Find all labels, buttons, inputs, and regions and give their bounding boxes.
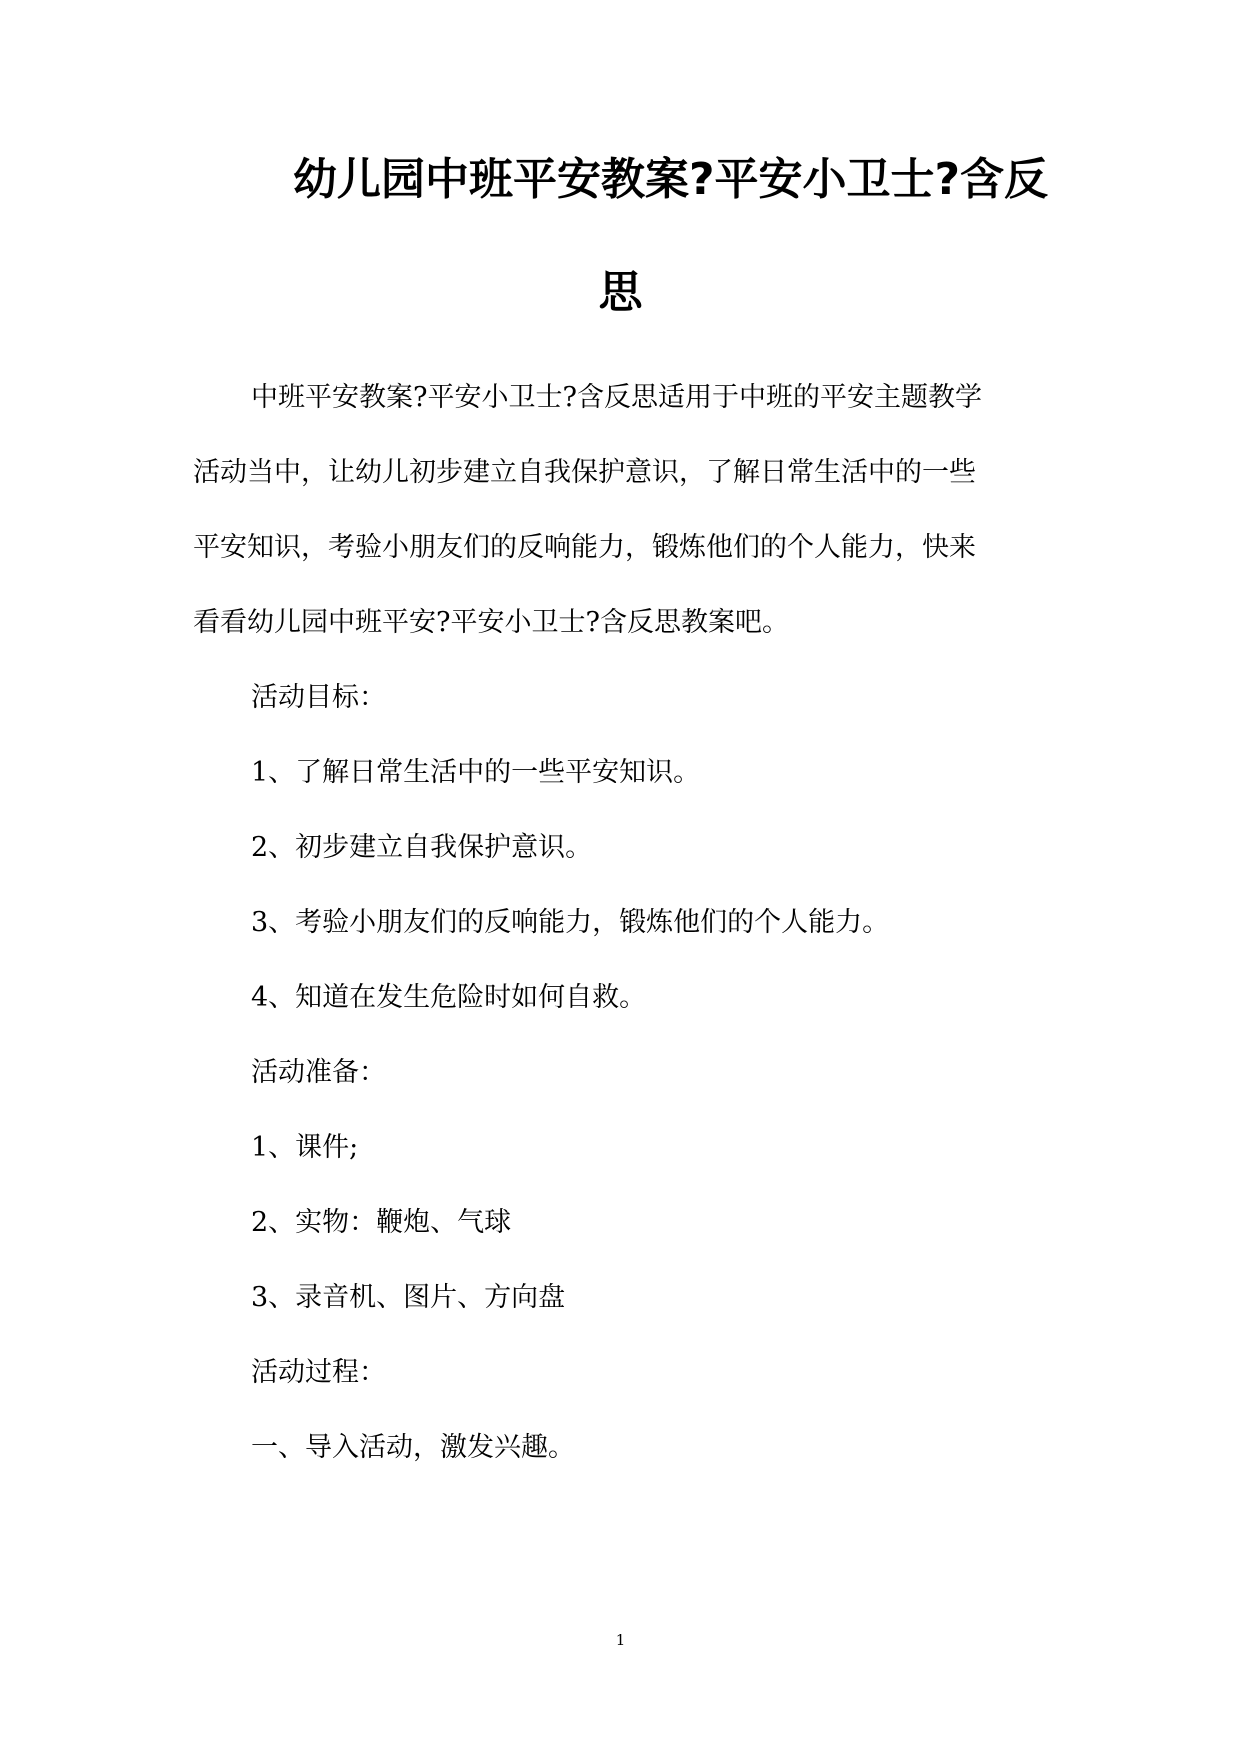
prep-item: 3、录音机、图片、方向盘: [251, 1282, 566, 1313]
process-heading: 活动过程：: [251, 1357, 386, 1388]
intro-paragraph-line: 看看幼儿园中班平安?平安小卫士?含反思教案吧。: [193, 607, 789, 638]
document-title-line-1: 幼儿园中班平安教案?平安小卫士?含反: [292, 154, 1049, 205]
process-item: 一、导入活动，激发兴趣。: [251, 1432, 575, 1463]
goal-item: 3、考验小朋友们的反响能力，锻炼他们的个人能力。: [251, 907, 890, 938]
intro-paragraph-line: 活动当中，让幼儿初步建立自我保护意识，了解日常生活中的一些: [193, 457, 976, 488]
goals-heading: 活动目标：: [251, 682, 386, 713]
goal-item: 2、初步建立自我保护意识。: [251, 832, 593, 863]
prep-item: 1、课件;: [251, 1132, 359, 1163]
goal-item: 4、知道在发生危险时如何自救。: [251, 982, 647, 1013]
document-title-line-2: 思: [598, 267, 643, 318]
prep-heading: 活动准备：: [251, 1057, 386, 1088]
prep-item: 2、实物：鞭炮、气球: [251, 1207, 512, 1238]
intro-paragraph-line: 中班平安教案?平安小卫士?含反思适用于中班的平安主题教学: [251, 382, 982, 413]
goal-item: 1、了解日常生活中的一些平安知识。: [251, 757, 701, 788]
intro-paragraph-line: 平安知识，考验小朋友们的反响能力，锻炼他们的个人能力，快来: [193, 532, 976, 563]
page-number: 1: [615, 1631, 626, 1649]
